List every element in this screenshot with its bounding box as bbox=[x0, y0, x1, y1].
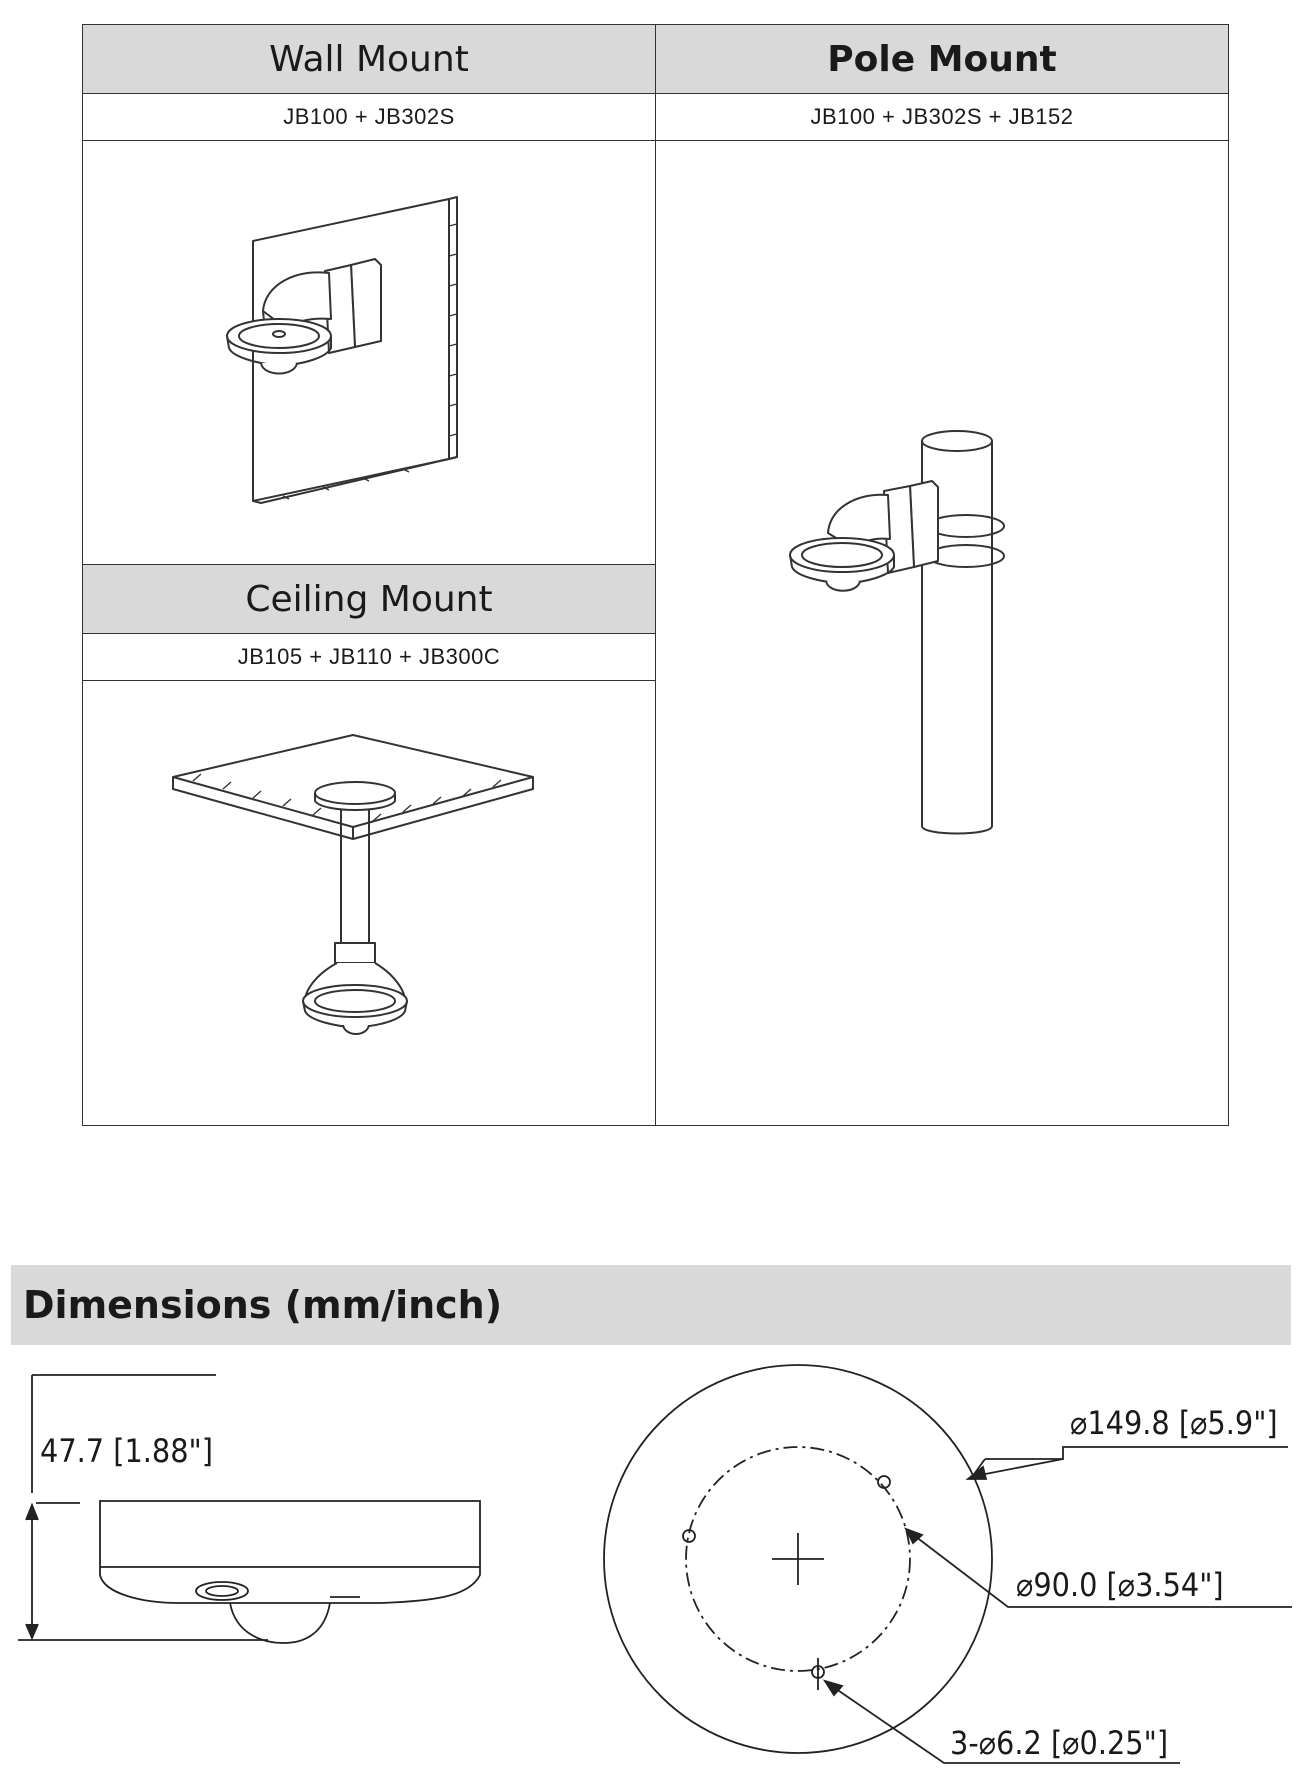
ceiling-mount-title: Ceiling Mount bbox=[245, 578, 493, 620]
wall-mount-illustration-cell bbox=[82, 140, 656, 565]
pole-mount-model: JB100 + JB302S + JB152 bbox=[810, 104, 1074, 129]
ceiling-mount-header bbox=[82, 564, 656, 634]
wall-mount-title: Wall Mount bbox=[269, 38, 469, 80]
pole-mount-illustration-cell bbox=[655, 140, 1229, 1126]
holes-label: 3-⌀6.2 [⌀0.25"] bbox=[950, 1724, 1169, 1762]
hole-circle-label: ⌀90.0 [⌀3.54"] bbox=[1016, 1566, 1224, 1604]
pole-mount-title: Pole Mount bbox=[827, 38, 1057, 80]
pole-mount-model-row bbox=[655, 93, 1229, 141]
wall-mount-model-row bbox=[82, 93, 656, 141]
ceiling-mount-model: JB105 + JB110 + JB300C bbox=[237, 644, 501, 669]
side-view bbox=[18, 1375, 480, 1643]
ceiling-mount-model-row bbox=[82, 633, 656, 681]
outer-diameter-label: ⌀149.8 [⌀5.9"] bbox=[1070, 1404, 1278, 1442]
pole-mount-header bbox=[655, 24, 1229, 94]
wall-mount-illustration bbox=[83, 141, 657, 566]
dimensions-header bbox=[11, 1265, 1291, 1345]
pole-mount-illustration bbox=[656, 141, 1230, 1127]
wall-mount-header bbox=[82, 24, 656, 94]
dimensions-title: Dimensions (mm/inch) bbox=[23, 1283, 503, 1327]
ceiling-mount-illustration-cell bbox=[82, 680, 656, 1126]
wall-mount-model: JB100 + JB302S bbox=[283, 104, 455, 129]
height-label: 47.7 [1.88"] bbox=[40, 1432, 213, 1470]
ceiling-mount-illustration bbox=[83, 681, 657, 1127]
